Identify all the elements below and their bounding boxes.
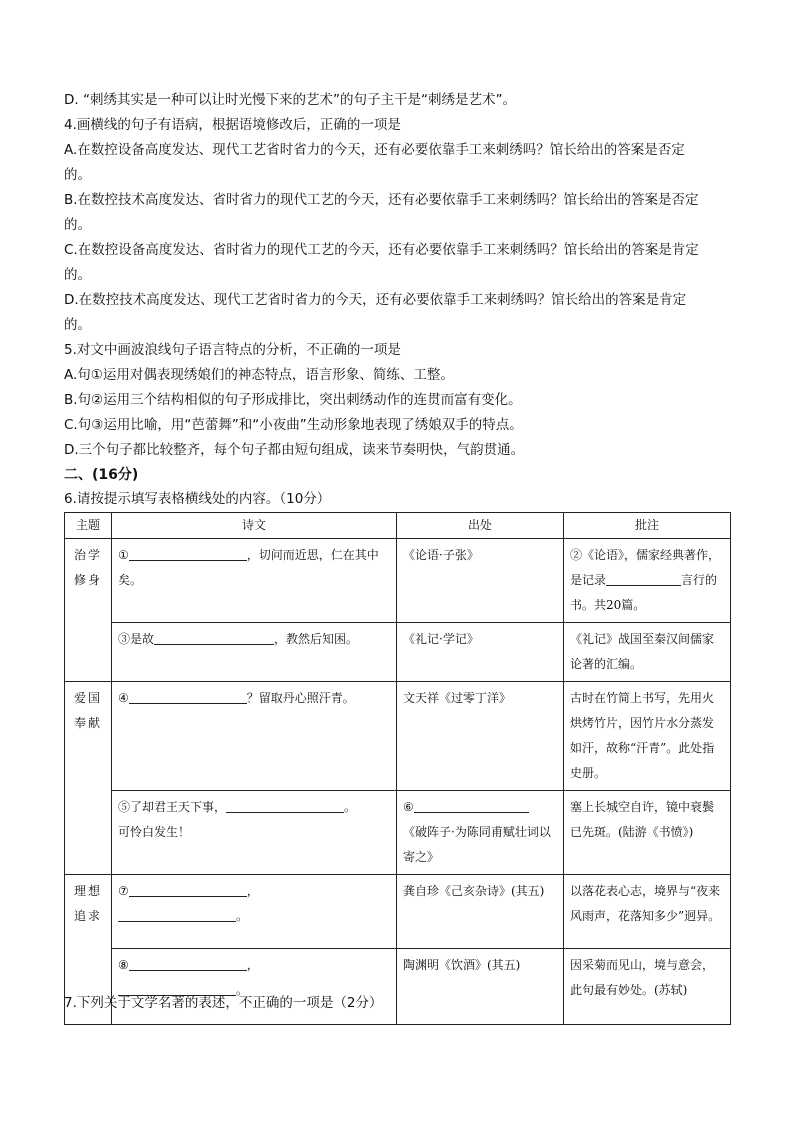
answer-blank-1[interactable]: [129, 545, 247, 561]
q4-option-d-cont: 的。: [64, 317, 91, 333]
q5-option-b: B.句②运用三个结构相似的句子形成排比，突出刺绣动作的连贯而富有变化。: [64, 392, 522, 408]
source-cell-3: 文天祥《过零丁洋》: [397, 682, 564, 791]
q4-option-a: A.在数控设备高度发达、现代工艺省时省力的今天，还有必要依靠手工来刺绣吗？馆长给出的答案是否定: [64, 142, 685, 158]
poem-text-2a: ③是故: [118, 632, 155, 646]
blank-label-6: ⑥: [403, 800, 414, 814]
header-poem: 诗文: [112, 513, 397, 539]
q4-option-c: C.在数控设备高度发达、省时省力的现代工艺的今天，还有必要依靠手工来刺绣吗？馆长给出的答案是肯定: [64, 242, 699, 258]
question-5: 5.对文中画波浪线句子语言特点的分析，不正确的一项是: [64, 342, 401, 358]
table-row: [65, 791, 731, 875]
fill-in-table: [64, 512, 731, 1025]
theme-patriotism: 爱国奉献: [65, 682, 112, 875]
table-row: [65, 539, 731, 623]
q4-option-c-cont: 的。: [64, 267, 91, 283]
answer-blank-9[interactable]: [129, 955, 247, 971]
question-4: 4.画横线的句子有语病，根据语境修改后，正确的一项是: [64, 117, 401, 133]
source-cell-1: 《论语·子张》: [397, 539, 564, 623]
table-row: [65, 875, 731, 949]
header-note: 批注: [564, 513, 731, 539]
question-6: 6.请按提示填写表格横线处的内容。（10分）: [64, 491, 331, 507]
period-5: 。: [236, 909, 249, 923]
note-cell-5: 以落花表心志，境界与“夜来风雨声，花落知多少”迥异。: [564, 875, 731, 949]
answer-blank-6[interactable]: [414, 797, 529, 813]
poem-cell-5: [112, 875, 397, 949]
theme-ideals: 理想追求: [65, 875, 112, 1025]
answer-blank-7[interactable]: [129, 881, 247, 897]
poem-cell-6: [112, 949, 397, 1025]
blank-label-4: ④: [118, 691, 129, 705]
comma-6: ，: [246, 958, 259, 972]
table-row: [65, 682, 731, 791]
q4-option-a-cont: 的。: [64, 167, 91, 183]
note-cell-2: 《礼记》战国至秦汉间儒家论著的汇编。: [564, 623, 731, 682]
poem-text-3: ？留取丹心照汗青。: [246, 691, 355, 705]
answer-blank-4[interactable]: [129, 688, 247, 704]
header-theme: 主题: [65, 513, 112, 539]
source-cell-5: 龚自珍《己亥杂诗》(其五): [397, 875, 564, 949]
poem-text-1: ，切问而近思，仁在其中矣。: [118, 548, 379, 587]
period-6: 。: [236, 983, 249, 997]
answer-blank-5[interactable]: [226, 797, 344, 813]
poem-text-4b: 。: [344, 800, 357, 814]
blank-label-7: ⑦: [118, 884, 129, 898]
poem-cell-1: [112, 539, 397, 623]
q5-option-d: D.三个句子都比较整齐，每个句子都由短句组成，读来节奏明快，气韵贯通。: [64, 442, 525, 458]
option-d-q3: D. “刺绣其实是一种可以让时光慢下来的艺术”的句子主干是“刺绣是艺术”。: [64, 92, 516, 108]
note-text-1b: 言行的书。共20篇。: [570, 573, 718, 612]
theme-study: 治学修身: [65, 539, 112, 682]
poem-text-4a: ⑤了却君王天下事，: [118, 800, 227, 814]
answer-blank-2[interactable]: [606, 570, 681, 586]
poem-text-2b: ，教然后知困。: [274, 632, 359, 646]
q5-option-c: C.句③运用比喻，用“芭蕾舞”和“小夜曲”生动形象地表现了绣娘双手的特点。: [64, 417, 523, 433]
note-cell-6: 因采菊而见山，境与意会，此句最有妙处。(苏轼): [564, 949, 731, 1025]
table-header-row: [65, 513, 731, 539]
table-row: [65, 949, 731, 1025]
poem-cell-4: [112, 791, 397, 875]
comma-5: ，: [246, 884, 259, 898]
source-cell-4: [397, 791, 564, 875]
section-heading: 二、(16分): [64, 467, 139, 483]
source-cell-2: 《礼记·学记》: [397, 623, 564, 682]
blank-label-1: ①: [118, 548, 129, 562]
table-row: [65, 623, 731, 682]
note-cell-3: 古时在竹简上书写，先用火烘烤竹片，因竹片水分蒸发如汗，故称“汗青”。此处指史册。: [564, 682, 731, 791]
answer-blank-8[interactable]: [118, 906, 236, 922]
header-source: 出处: [397, 513, 564, 539]
answer-blank-3[interactable]: [154, 629, 274, 645]
note-cell-4: 塞上长城空自许，镜中衰鬓已先斑。(陆游《书愤》): [564, 791, 731, 875]
poem-text-4c: 可怜白发生！: [118, 825, 191, 839]
poem-cell-2: [112, 623, 397, 682]
note-text-1a: ②《论语》，儒家经典著作，是记录: [570, 548, 721, 587]
question-7: 7.下列关于文学名著的表述，不正确的一项是（2分）: [64, 995, 383, 1011]
poem-cell-3: [112, 682, 397, 791]
source-text-4: 《破阵子·为陈同甫赋壮词以寄之》: [403, 825, 551, 864]
q4-option-b: B.在数控技术高度发达、省时省力的现代工艺的今天，还有必要依靠手工来刺绣吗？馆长给出的答案是否定: [64, 192, 699, 208]
q5-option-a: A.句①运用对偶表现绣娘们的神态特点，语言形象、简练、工整。: [64, 367, 454, 383]
note-cell-1: [564, 539, 731, 623]
source-cell-6: 陶渊明《饮酒》(其五): [397, 949, 564, 1025]
blank-label-9: ⑧: [118, 958, 129, 972]
q4-option-b-cont: 的。: [64, 217, 91, 233]
q4-option-d: D.在数控技术高度发达、现代工艺省时省力的今天，还有必要依靠手工来刺绣吗？馆长给出的答案是肯定: [64, 292, 687, 308]
